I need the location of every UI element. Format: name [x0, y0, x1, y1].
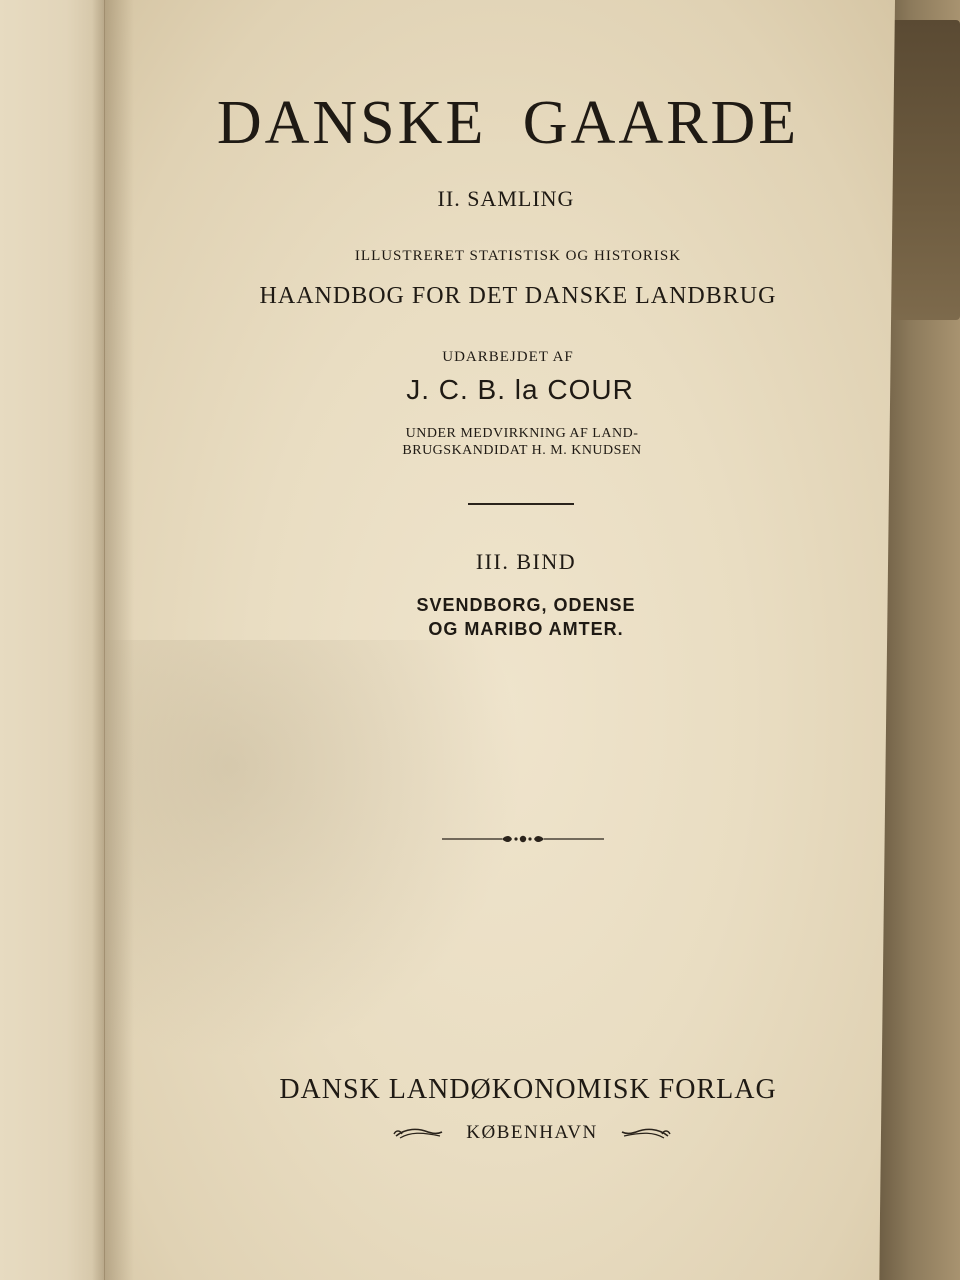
prepared-by-label: UDARBEJDET AF: [442, 349, 574, 365]
collaboration-line-1: UNDER MEDVIRKNING AF LAND-: [405, 426, 639, 441]
author-name: J. C. B. la COUR: [406, 374, 634, 405]
collection-label: II. SAMLING: [437, 186, 575, 211]
collaboration-line-2: BRUGSKANDIDAT H. M. KNUDSEN: [402, 443, 642, 458]
subtitle-small: ILLUSTRERET STATISTISK OG HISTORISK: [354, 248, 682, 264]
subtitle-large: HAANDBOG FOR DET DANSKE LANDBRUG: [259, 283, 777, 309]
page-shade: [104, 640, 524, 1060]
region-line-1: SVENDBORG, ODENSE: [416, 595, 636, 615]
adjacent-book: [888, 20, 960, 320]
region-line-2: OG MARIBO AMTER.: [428, 619, 624, 639]
volume-label: III. BIND: [475, 549, 577, 574]
divider-rule: [468, 503, 574, 505]
city-name: KØBENHAVN: [466, 1122, 598, 1143]
book-title: DANSKE GAARDE: [216, 89, 800, 157]
city-line: [390, 1120, 674, 1150]
publisher-name: DANSK LANDØKONOMISK FORLAG: [279, 1074, 777, 1105]
ornament-divider-icon: [440, 830, 606, 848]
flourish-right-icon: [620, 1124, 672, 1142]
